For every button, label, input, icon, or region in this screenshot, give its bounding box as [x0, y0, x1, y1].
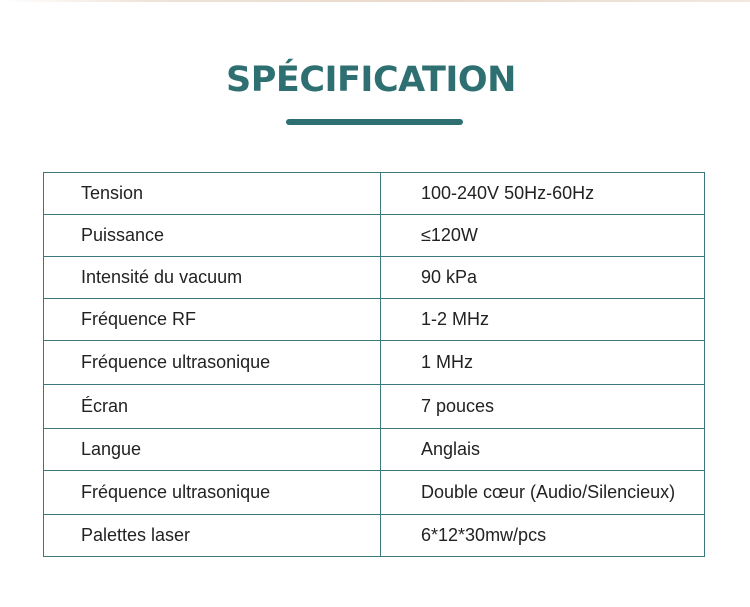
table-row — [44, 173, 705, 215]
spec-label: Intensité du vacuum — [44, 257, 381, 299]
spec-value: 6*12*30mw/pcs — [381, 515, 705, 557]
spec-value: 1-2 MHz — [381, 299, 705, 341]
table-row — [44, 385, 705, 429]
table-row — [44, 515, 705, 557]
spec-label: Fréquence ultrasonique — [44, 341, 381, 385]
table-row — [44, 215, 705, 257]
spec-value: 90 kPa — [381, 257, 705, 299]
page-title: SPÉCIFICATION — [226, 60, 516, 100]
spec-value: Anglais — [381, 429, 705, 471]
spec-value: Double cœur (Audio/Silencieux) — [381, 471, 705, 515]
spec-label: Puissance — [44, 215, 381, 257]
spec-label: Fréquence RF — [44, 299, 381, 341]
spec-value: ≤120W — [381, 215, 705, 257]
top-decorative-strip — [0, 0, 750, 2]
spec-label: Fréquence ultrasonique — [44, 471, 381, 515]
spec-label: Tension — [44, 173, 381, 215]
table-row — [44, 341, 705, 385]
spec-value: 100-240V 50Hz-60Hz — [381, 173, 705, 215]
title-underline — [286, 119, 463, 125]
table-row — [44, 429, 705, 471]
table-row — [44, 257, 705, 299]
specification-table — [43, 172, 705, 557]
spec-value: 1 MHz — [381, 341, 705, 385]
spec-label: Palettes laser — [44, 515, 381, 557]
spec-label: Écran — [44, 385, 381, 429]
table-row — [44, 471, 705, 515]
table-row — [44, 299, 705, 341]
spec-value: 7 pouces — [381, 385, 705, 429]
spec-label: Langue — [44, 429, 381, 471]
